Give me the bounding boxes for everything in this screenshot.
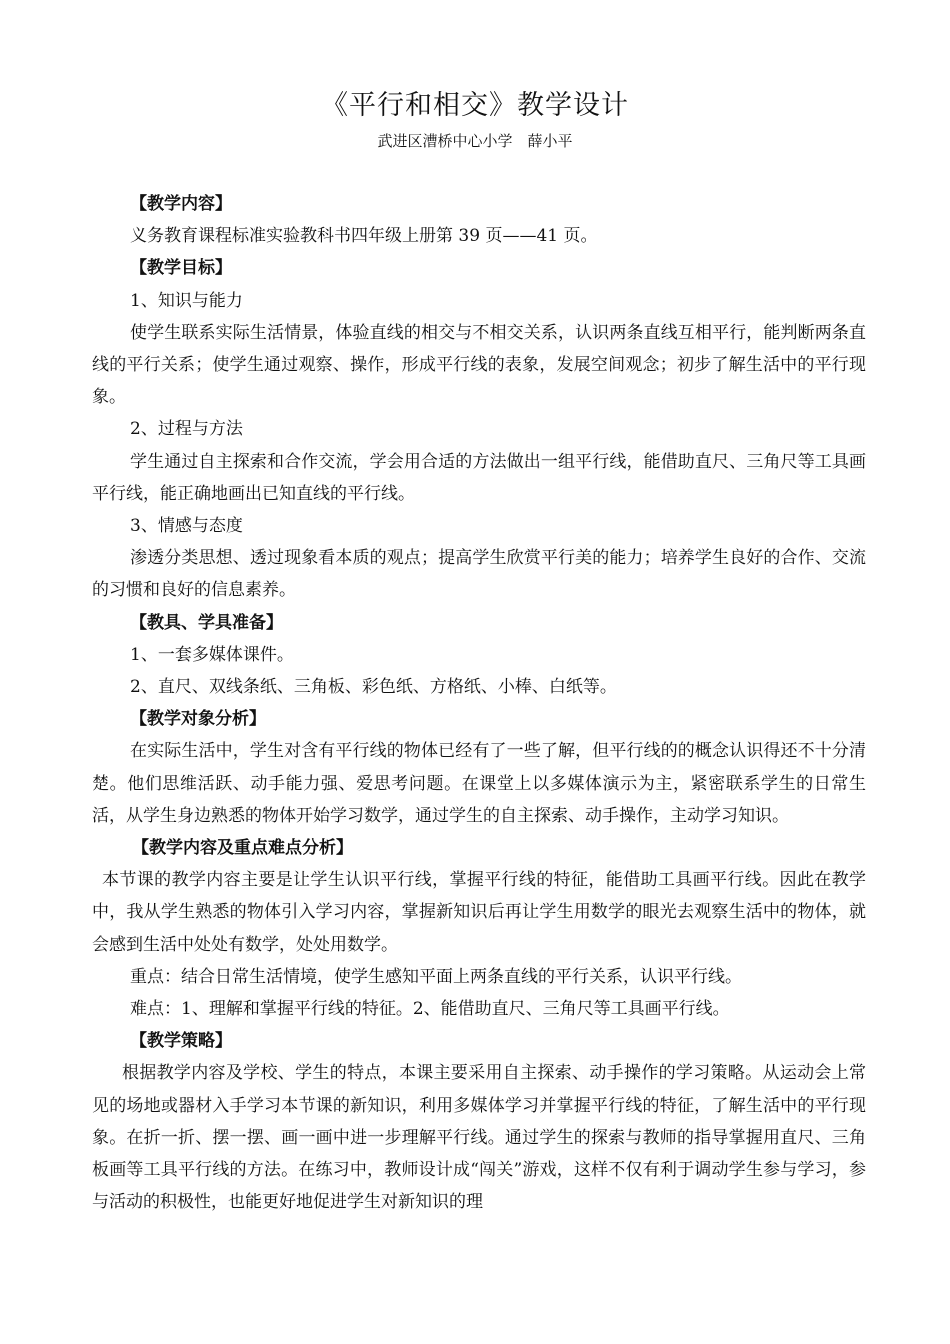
list-item-tools-1: 1、一套多媒体课件。 <box>130 644 294 665</box>
document-title: 《平行和相交》教学设计 <box>321 90 629 121</box>
paragraph-content: 义务教育课程标准实验教科书四年级上册第 39 页——41 页。 <box>130 226 598 247</box>
goal-title-emotion: 3、情感与态度 <box>130 516 243 537</box>
section-heading-content: 【教学内容】 <box>130 194 232 214</box>
section-heading-key-points: 【教学内容及重点难点分析】 <box>132 838 353 859</box>
document-author: 武进区漕桥中心小学 薛小平 <box>377 132 573 150</box>
paragraph-goal-process: 学生通过自主探索和合作交流，学会用合适的方法做出一组平行线，能借助直尺、三角尺等工具画平行线，能正确地画出已知直线的平行线。 <box>92 451 866 504</box>
goal-title-process: 2、过程与方法 <box>130 419 243 440</box>
section-heading-goals: 【教学目标】 <box>130 258 232 279</box>
paragraph-analysis: 在实际生活中，学生对含有平行线的物体已经有了一些了解，但平行线的的概念认识得还不十分清楚。他们思维活跃、动手能力强、爱思考问题。在课堂上以多媒体演示为主，紧密联系学生的日常生活，从学生身边熟悉的物体开始学习数学，通过学生的自主探索、动手操作，主动学习知识。 <box>92 741 866 826</box>
paragraph-key-content: 本节课的教学内容主要是让学生认识平行线，掌握平行线的特征，能借助工具画平行线。因此在教学中，我从学生熟悉的物体引入学习内容，掌握新知识后再让学生用数学的眼光去观察生活中的物体，就会感到生活中处处有数学，处处用数学。 <box>92 870 866 955</box>
paragraph-key-point: 重点：结合日常生活情境，使学生感知平面上两条直线的平行关系，认识平行线。 <box>130 966 742 987</box>
paragraph-goal-emotion: 渗透分类思想、透过现象看本质的观点；提高学生欣赏平行美的能力；培养学生良好的合作、交流的习惯和良好的信息素养。 <box>92 548 866 601</box>
section-heading-strategy: 【教学策略】 <box>130 1031 232 1052</box>
section-heading-tools: 【教具、学具准备】 <box>130 612 283 633</box>
paragraph-strategy: 根据教学内容及学校、学生的特点，本课主要采用自主探索、动手操作的学习策略。从运动会上常见的场地或器材入手学习本节课的新知识，利用多媒体学习并掌握平行线的特征，了解生活中的平行现象。在折一折、摆一摆、画一画中进一步理解平行线。通过学生的探索与教师的指导掌握用直尺、三角板画等工具平行线的方法。在练习中，教师设计成“闯关”游戏，这样不仅有利于调动学生参与学习，参与活动的积极性，也能更好地促进学生对新知识的理 <box>92 1063 866 1213</box>
goal-title-knowledge: 1、知识与能力 <box>130 290 243 311</box>
paragraph-difficult-point: 难点：1、理解和掌握平行线的特征。2、能借助直尺、三角尺等工具画平行线。 <box>130 999 730 1020</box>
list-item-tools-2: 2、直尺、双线条纸、三角板、彩色纸、方格纸、小棒、白纸等。 <box>130 677 617 698</box>
section-heading-analysis: 【教学对象分析】 <box>130 709 266 730</box>
paragraph-goal-knowledge: 使学生联系实际生活情景，体验直线的相交与不相交关系，认识两条直线互相平行，能判断两条直线的平行关系；使学生通过观察、操作，形成平行线的表象，发展空间观念；初步了解生活中的平行现象。 <box>92 322 866 408</box>
document-body <box>92 188 866 1219</box>
